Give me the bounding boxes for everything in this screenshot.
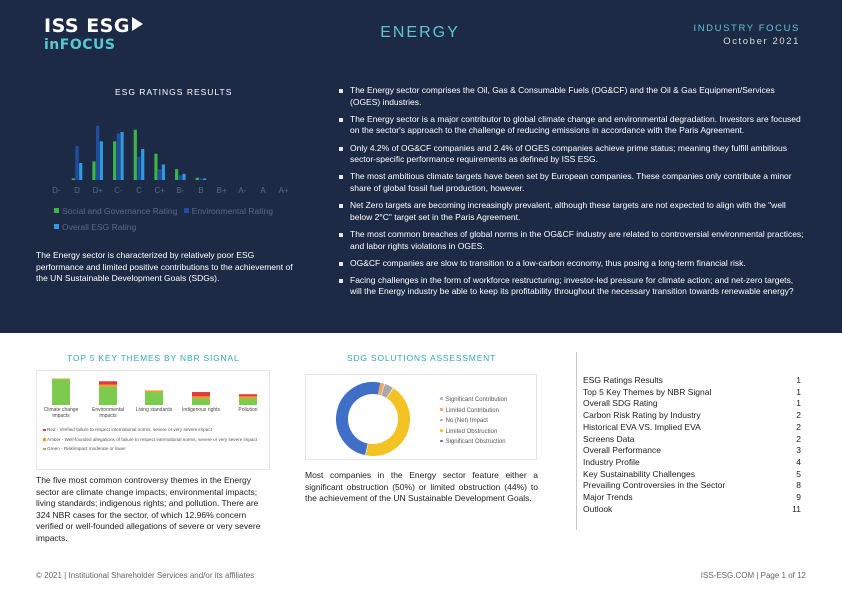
theme-label: Pollution <box>238 407 258 413</box>
toc-label: Carbon Risk Rating by Industry <box>583 410 701 421</box>
toc-page: 1 <box>796 386 801 397</box>
toc-item[interactable] <box>583 492 801 504</box>
bar-environmental-rating-C <box>137 157 140 180</box>
sdg-legend-item: Limited Contribution <box>445 407 499 414</box>
toc-item[interactable] <box>583 398 801 410</box>
bar-overall-esg-rating-D <box>79 163 82 180</box>
key-points-list <box>338 85 804 304</box>
toc-label: Screens Data <box>583 433 635 444</box>
page-title: ENERGY <box>380 24 460 41</box>
nbr-legend-amber: Amber - Well-founded allegations of failure to respect international norms, severe or very severe impact <box>47 436 258 442</box>
theme-bar-red <box>99 381 117 384</box>
esg-ratings-chart <box>44 100 296 200</box>
theme-bar-amber <box>99 384 117 386</box>
x-tick-label: B+ <box>216 186 227 195</box>
toc-page: 11 <box>792 503 801 514</box>
x-tick-label: D+ <box>92 186 103 195</box>
esg-chart-legend <box>54 203 304 235</box>
theme-bar-red <box>192 392 210 396</box>
bar-social-and-governance-rating-C- <box>113 141 116 180</box>
legend-swatch-social <box>54 208 59 213</box>
theme-bar-amber <box>192 396 210 398</box>
themes-heading: TOP 5 KEY THEMES BY NBR SIGNAL <box>67 353 240 363</box>
toc-page: 8 <box>796 480 801 491</box>
toc-label: Prevailing Controversies in the Sector <box>583 480 726 491</box>
theme-bar-amber <box>52 379 70 380</box>
toc-label: Overall Performance <box>583 445 661 456</box>
esg-ratings-heading: ESG RATINGS RESULTS <box>115 87 233 97</box>
theme-bar-green <box>52 379 70 405</box>
theme-bar-red <box>239 394 257 396</box>
toc-item[interactable] <box>583 457 801 469</box>
toc-label: ESG Ratings Results <box>583 375 663 385</box>
legend-dot-icon <box>440 440 443 443</box>
iss-esg-logo <box>44 16 143 53</box>
key-point: The most ambitious climate targets have been set by European companies. These companies only contribute a minor share of global fossil fuel production, however. <box>338 171 804 194</box>
legend-dot-icon <box>440 397 443 400</box>
legend-swatch-environmental <box>184 208 189 213</box>
bar-environmental-rating-B- <box>179 175 182 180</box>
toc-label: Industry Profile <box>583 456 640 467</box>
key-point: Only 4.2% of OG&CF companies and 2.4% of OGES companies achieve prime status; meaning they fulfill ambitious sector-specific performance requirements as defined by ISS ESG. <box>338 143 804 166</box>
industry-focus <box>693 22 800 48</box>
table-of-contents <box>583 375 801 515</box>
key-point: The most common breaches of global norms in the OG&CF industry are related to controversial environmental practices; and labor rights violations in OGES. <box>338 229 804 252</box>
x-tick-label: C+ <box>154 186 165 195</box>
toc-item[interactable] <box>583 422 801 434</box>
toc-label: Key Sustainability Challenges <box>583 468 695 479</box>
x-tick-label: C- <box>114 186 123 195</box>
bar-social-and-governance-rating-B <box>196 178 199 180</box>
key-point: OG&CF companies are slow to transition to a low-carbon economy, thus posing a long-term financial risk. <box>338 258 804 270</box>
theme-bar-green <box>192 399 210 405</box>
x-tick-label: A- <box>238 186 247 195</box>
theme-bar-amber <box>239 396 257 398</box>
sdg-legend-item: Significant Obstruction <box>445 439 506 446</box>
toc-page: 2 <box>796 410 801 421</box>
bar-environmental-rating-C+ <box>158 169 161 180</box>
bar-social-and-governance-rating-C+ <box>154 154 157 180</box>
toc-item[interactable] <box>583 469 801 481</box>
theme-bar-green <box>145 392 163 405</box>
sdg-heading: SDG SOLUTIONS ASSESSMENT <box>347 353 497 363</box>
sdg-paragraph: Most companies in the Energy sector feature either a significant obstruction (50%) or limited obstruction (44%) to the achievement of the UN Sustainable Development Goals. <box>305 470 538 504</box>
toc-item[interactable] <box>583 410 801 422</box>
toc-page: 1 <box>796 398 801 409</box>
intro-paragraph: The Energy sector is characterized by relatively poor ESG performance and limited positive contributions to the achievement of the UN Sustainable Development Goals (SDGs). <box>36 250 293 283</box>
sdg-legend <box>440 395 507 448</box>
x-tick-label: B- <box>176 186 185 195</box>
nbr-legend <box>43 427 265 456</box>
theme-bar-green <box>99 387 117 405</box>
theme-label: Environmental impacts <box>92 407 124 419</box>
toc-page: 9 <box>796 492 801 503</box>
toc-page: 2 <box>796 433 801 444</box>
toc-label: Top 5 Key Themes by NBR Signal <box>583 386 712 397</box>
amber-square-icon <box>43 438 46 441</box>
legend-swatch-overall <box>54 224 59 229</box>
nbr-legend-green: Green - Risk/impact moderate or lower <box>47 446 126 452</box>
key-point: Facing challenges in the form of workforce restructuring; investor-led pressure for climate action; and net-zero targets, will the Energy industry be able to keep its profitability throughout the necessary transition towards renewable energy? <box>338 275 804 298</box>
sdg-legend-item: Limited Obstruction <box>445 428 498 435</box>
theme-label: Indigenous rights <box>181 407 221 413</box>
bar-overall-esg-rating-C- <box>120 132 123 180</box>
legend-dot-icon <box>440 419 443 422</box>
toc-page: 2 <box>796 421 801 432</box>
sdg-legend-item: Significant Contribution <box>445 397 508 403</box>
bar-overall-esg-rating-B- <box>182 174 185 180</box>
theme-label: Climate change impacts <box>43 407 79 419</box>
bar-environmental-rating-C- <box>117 134 120 180</box>
toc-item[interactable] <box>583 375 801 387</box>
bar-overall-esg-rating-C+ <box>162 165 165 180</box>
x-tick-label: D <box>74 186 80 195</box>
toc-label: Historical EVA VS. Implied EVA <box>583 421 701 432</box>
bar-environmental-rating-D <box>75 146 78 180</box>
theme-label: Living standards <box>135 407 173 413</box>
bar-social-and-governance-rating-D <box>72 178 75 180</box>
toc-item[interactable] <box>583 434 801 446</box>
bar-social-and-governance-rating-B- <box>175 169 178 180</box>
footer-page-info: ISS-ESG.COM | Page 1 of 12 <box>700 571 806 580</box>
toc-item[interactable] <box>583 387 801 399</box>
toc-item[interactable] <box>583 480 801 492</box>
logo-subtext: inFOCUS <box>44 37 116 53</box>
bar-environmental-rating-D+ <box>96 126 99 180</box>
theme-bar-green <box>239 399 257 405</box>
x-tick-label: A <box>260 186 266 195</box>
sdg-legend-item: No (Net) Impact <box>445 418 488 425</box>
red-square-icon <box>43 429 46 432</box>
toc-page: 4 <box>796 456 801 467</box>
x-tick-label: B <box>198 186 204 195</box>
toc-label: Overall SDG Rating <box>583 398 658 409</box>
toc-page: 1 <box>796 375 801 385</box>
key-point: Net Zero targets are becoming increasingly prevalent, although these targets are not expected to align with the "well below 2°C" target set in the Paris Agreement. <box>338 200 804 223</box>
theme-bar-amber <box>145 390 163 392</box>
focus-label: INDUSTRY FOCUS <box>693 23 800 34</box>
legend-dot-icon <box>440 429 443 432</box>
toc-item[interactable] <box>583 504 801 516</box>
legend-dot-icon <box>440 408 443 411</box>
bar-environmental-rating-B <box>199 178 202 180</box>
key-point: The Energy sector comprises the Oil, Gas & Consumable Fuels (OG&CF) and the Oil & Gas Equipment/Services (OGES) industries. <box>338 85 804 108</box>
bar-social-and-governance-rating-D+ <box>92 161 95 180</box>
logo-text: ISS ESG <box>44 15 130 37</box>
play-icon <box>132 17 143 31</box>
bar-overall-esg-rating-D+ <box>100 141 103 180</box>
x-tick-label: C <box>136 186 142 195</box>
legend-social: Social and Governance Rating <box>62 206 178 216</box>
column-divider <box>576 352 577 530</box>
toc-item[interactable] <box>583 445 801 457</box>
legend-overall: Overall ESG Rating <box>62 222 137 232</box>
bar-social-and-governance-rating-C <box>134 130 137 180</box>
report-date: October 2021 <box>723 36 800 47</box>
toc-label: Major Trends <box>583 492 633 503</box>
bar-overall-esg-rating-B <box>203 178 206 180</box>
sdg-donut-chart <box>333 379 413 459</box>
x-tick-label: D- <box>52 186 61 195</box>
key-point: The Energy sector is a major contributor to global climate change and environmental degradation. Investors are focused on the sector's approach to the challenge of reducing emissions in accordance with the Paris Agreement. <box>338 114 804 137</box>
nbr-legend-red: Red - Verified failure to respect international norms, severe or very severe impact <box>47 427 212 432</box>
green-square-icon <box>43 448 46 451</box>
bar-overall-esg-rating-C <box>141 149 144 180</box>
legend-environmental: Environmental Rating <box>191 206 273 216</box>
toc-label: Outlook <box>583 503 613 514</box>
themes-paragraph: The five most common controversy themes in the Energy sector are climate change impacts; environmental impacts; living standards; indigenous rights; and pollution. There are 324 NBR cases for the sector, of which 12.96% concern verified or well-founded allegations of severe or very severe impacts. <box>36 475 261 543</box>
footer-copyright: © 2021 | Institutional Shareholder Services and/or its affiliates <box>36 571 255 580</box>
toc-page: 5 <box>796 468 801 479</box>
x-tick-label: A+ <box>278 186 289 195</box>
toc-page: 3 <box>796 445 801 456</box>
